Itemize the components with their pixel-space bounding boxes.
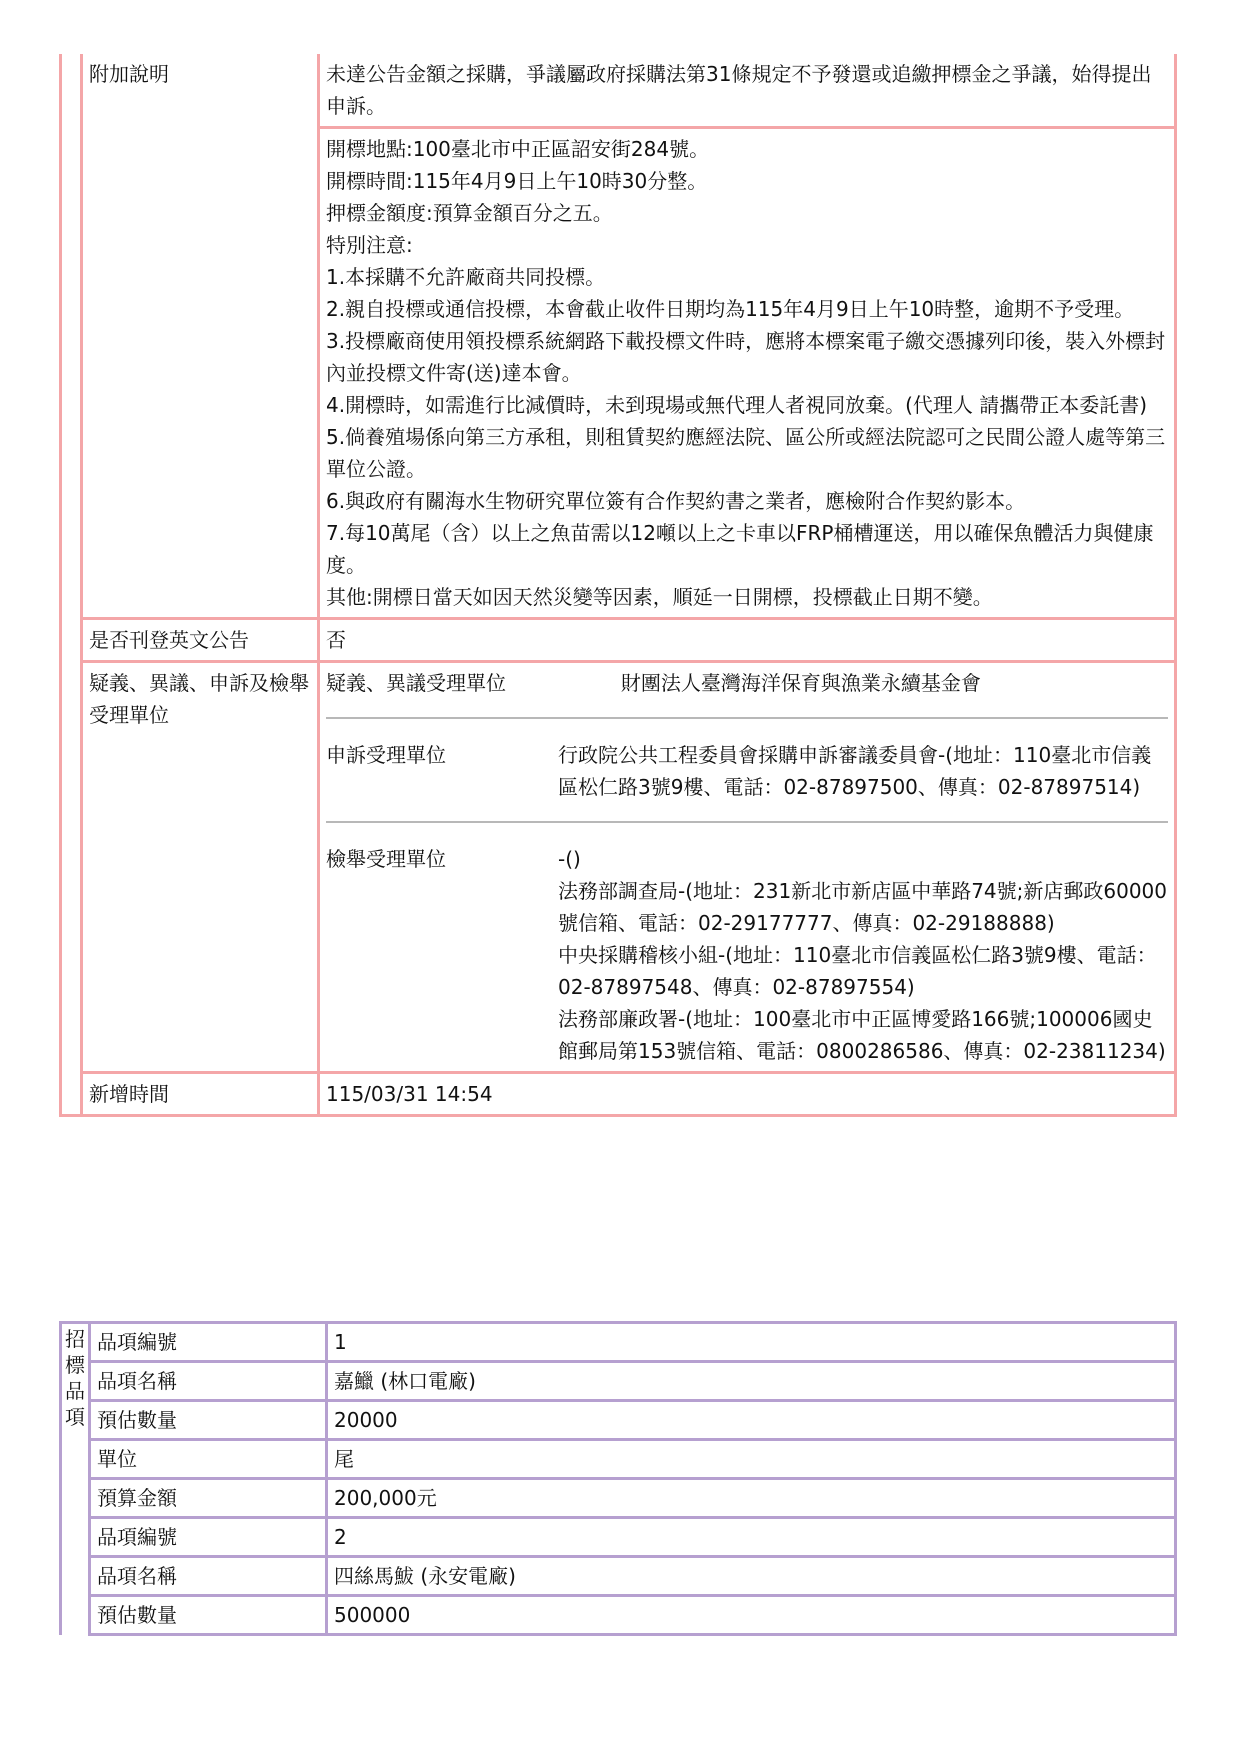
side-char: 標: [65, 1353, 85, 1377]
label-created-time: 新增時間: [82, 1073, 319, 1116]
item-value: 2: [327, 1518, 1176, 1557]
notes-line: 4.開標時，如需進行比減價時，未到現場或無代理人者視同放棄。(代理人 請攜帶正本委託書): [326, 393, 1148, 417]
notes-line: 5.倘養殖場係向第三方承租，則租賃契約應經法院、區公所或經法院認可之民間公證人處等第三單位公證。: [326, 425, 1166, 481]
complaint-unit-key: 申訴受理單位: [326, 743, 446, 767]
item-label: 單位: [90, 1440, 327, 1479]
notes-line: 特別注意:: [326, 233, 413, 257]
complaint-unit-value: -() 法務部調查局-(地址：231新北市新店區中華路74號;新店郵政60000號信箱、電話：02-29177777、傳真：02-29188888) 中央採購稽核小組-(地址：110臺北市信義區松仁路3號9樓、電話：02-87897548、傳真：02-87897554) 法務部廉政署-(地址：100臺北市中正區博愛路166號;100006國史館郵局第153號信箱、電話：0800286586、傳真：02-23811234): [558, 847, 1168, 1063]
item-value: 嘉鱲 (林口電廠): [327, 1362, 1176, 1401]
item-label: 預估數量: [90, 1596, 327, 1635]
complaint-units-table: [326, 843, 1168, 1067]
complaint-units-table: [326, 667, 1168, 699]
announcement-table: [59, 54, 1177, 1117]
item-value: 500000: [327, 1596, 1176, 1635]
side-char: 項: [65, 1405, 85, 1429]
item-row: [61, 1440, 1176, 1479]
item-label: 品項編號: [90, 1518, 327, 1557]
item-row: [61, 1557, 1176, 1596]
item-label: 品項名稱: [90, 1362, 327, 1401]
notes-line: 6.與政府有關海水生物研究單位簽有合作契約書之業者，應檢附合作契約影本。: [326, 489, 1026, 513]
complaint-units-table: [326, 739, 1168, 803]
items-side-label: [61, 1323, 90, 1635]
notes-line: 1.本採購不允許廠商共同投標。: [326, 265, 606, 289]
item-label: 預估數量: [90, 1401, 327, 1440]
value-complaint-units: [319, 662, 1176, 1073]
separator: [326, 821, 1168, 823]
notes-paragraph-1: 未達公告金額之採購，爭議屬政府採購法第31條規定不予發還或追繳押標金之爭議，始得提出申訴。: [326, 62, 1152, 118]
row-english-notice: [61, 619, 1176, 662]
item-row: [61, 1518, 1176, 1557]
value-created-time: 115/03/31 14:54: [319, 1073, 1176, 1116]
row-created-time: [61, 1073, 1176, 1116]
complaint-unit-row: [326, 843, 1168, 1067]
notes-line: 押標金額度:預算金額百分之五。: [326, 201, 613, 225]
side-char: 招: [65, 1327, 85, 1351]
section-side-cell: [61, 54, 82, 1116]
complaint-unit-row: [326, 667, 1168, 699]
row-complaint-units: [61, 662, 1176, 1073]
separator: [326, 717, 1168, 719]
notes-line: 3.投標廠商使用領投標系統網路下載投標文件時，應將本標案電子繳交憑據列印後，裝入外標封內並投標文件寄(送)達本會。: [326, 329, 1166, 385]
item-label: 品項名稱: [90, 1557, 327, 1596]
complaint-unit-row: [326, 739, 1168, 803]
item-value: 尾: [327, 1440, 1176, 1479]
notes-line: 2.親自投標或通信投標，本會截止收件日期均為115年4月9日上午10時整，逾期不予受理。: [326, 297, 1135, 321]
notes-line: 開標時間:115年4月9日上午10時30分整。: [326, 169, 708, 193]
item-label: 預算金額: [90, 1479, 327, 1518]
value-additional-notes: [319, 54, 1176, 619]
items-table: [59, 1321, 1177, 1636]
label-additional-notes: 附加說明: [82, 54, 319, 619]
label-english-notice: 是否刊登英文公告: [82, 619, 319, 662]
item-label: 品項編號: [90, 1323, 327, 1362]
item-row: [61, 1479, 1176, 1518]
value-english-notice: 否: [319, 619, 1176, 662]
item-value: 1: [327, 1323, 1176, 1362]
notes-paragraph-2: [320, 126, 1174, 613]
row-additional-notes: [61, 54, 1176, 619]
notes-line: 7.每10萬尾（含）以上之魚苗需以12噸以上之卡車以FRP桶槽運送，用以確保魚體活力與健康度。: [326, 521, 1154, 577]
notes-line: 其他:開標日當天如因天然災變等因素，順延一日開標，投標截止日期不變。: [326, 585, 993, 609]
item-row: [61, 1362, 1176, 1401]
item-value: 四絲馬鮁 (永安電廠): [327, 1557, 1176, 1596]
item-row: [61, 1401, 1176, 1440]
complaint-unit-key: 疑義、異議受理單位: [326, 671, 506, 695]
item-row: [61, 1323, 1176, 1362]
complaint-unit-value: 財團法人臺灣海洋保育與漁業永續基金會: [620, 671, 981, 695]
complaint-unit-value: 行政院公共工程委員會採購申訴審議委員會-(地址：110臺北市信義區松仁路3號9樓、電話：02-87897500、傳真：02-87897514): [558, 743, 1152, 799]
label-complaint-units: 疑義、異議、申訴及檢舉受理單位: [82, 662, 319, 1073]
item-row: [61, 1596, 1176, 1635]
complaint-unit-key: 檢舉受理單位: [326, 847, 446, 871]
item-value: 200,000元: [327, 1479, 1176, 1518]
item-value: 20000: [327, 1401, 1176, 1440]
side-char: 品: [65, 1379, 85, 1403]
notes-line: 開標地點:100臺北市中正區詔安街284號。: [326, 137, 710, 161]
